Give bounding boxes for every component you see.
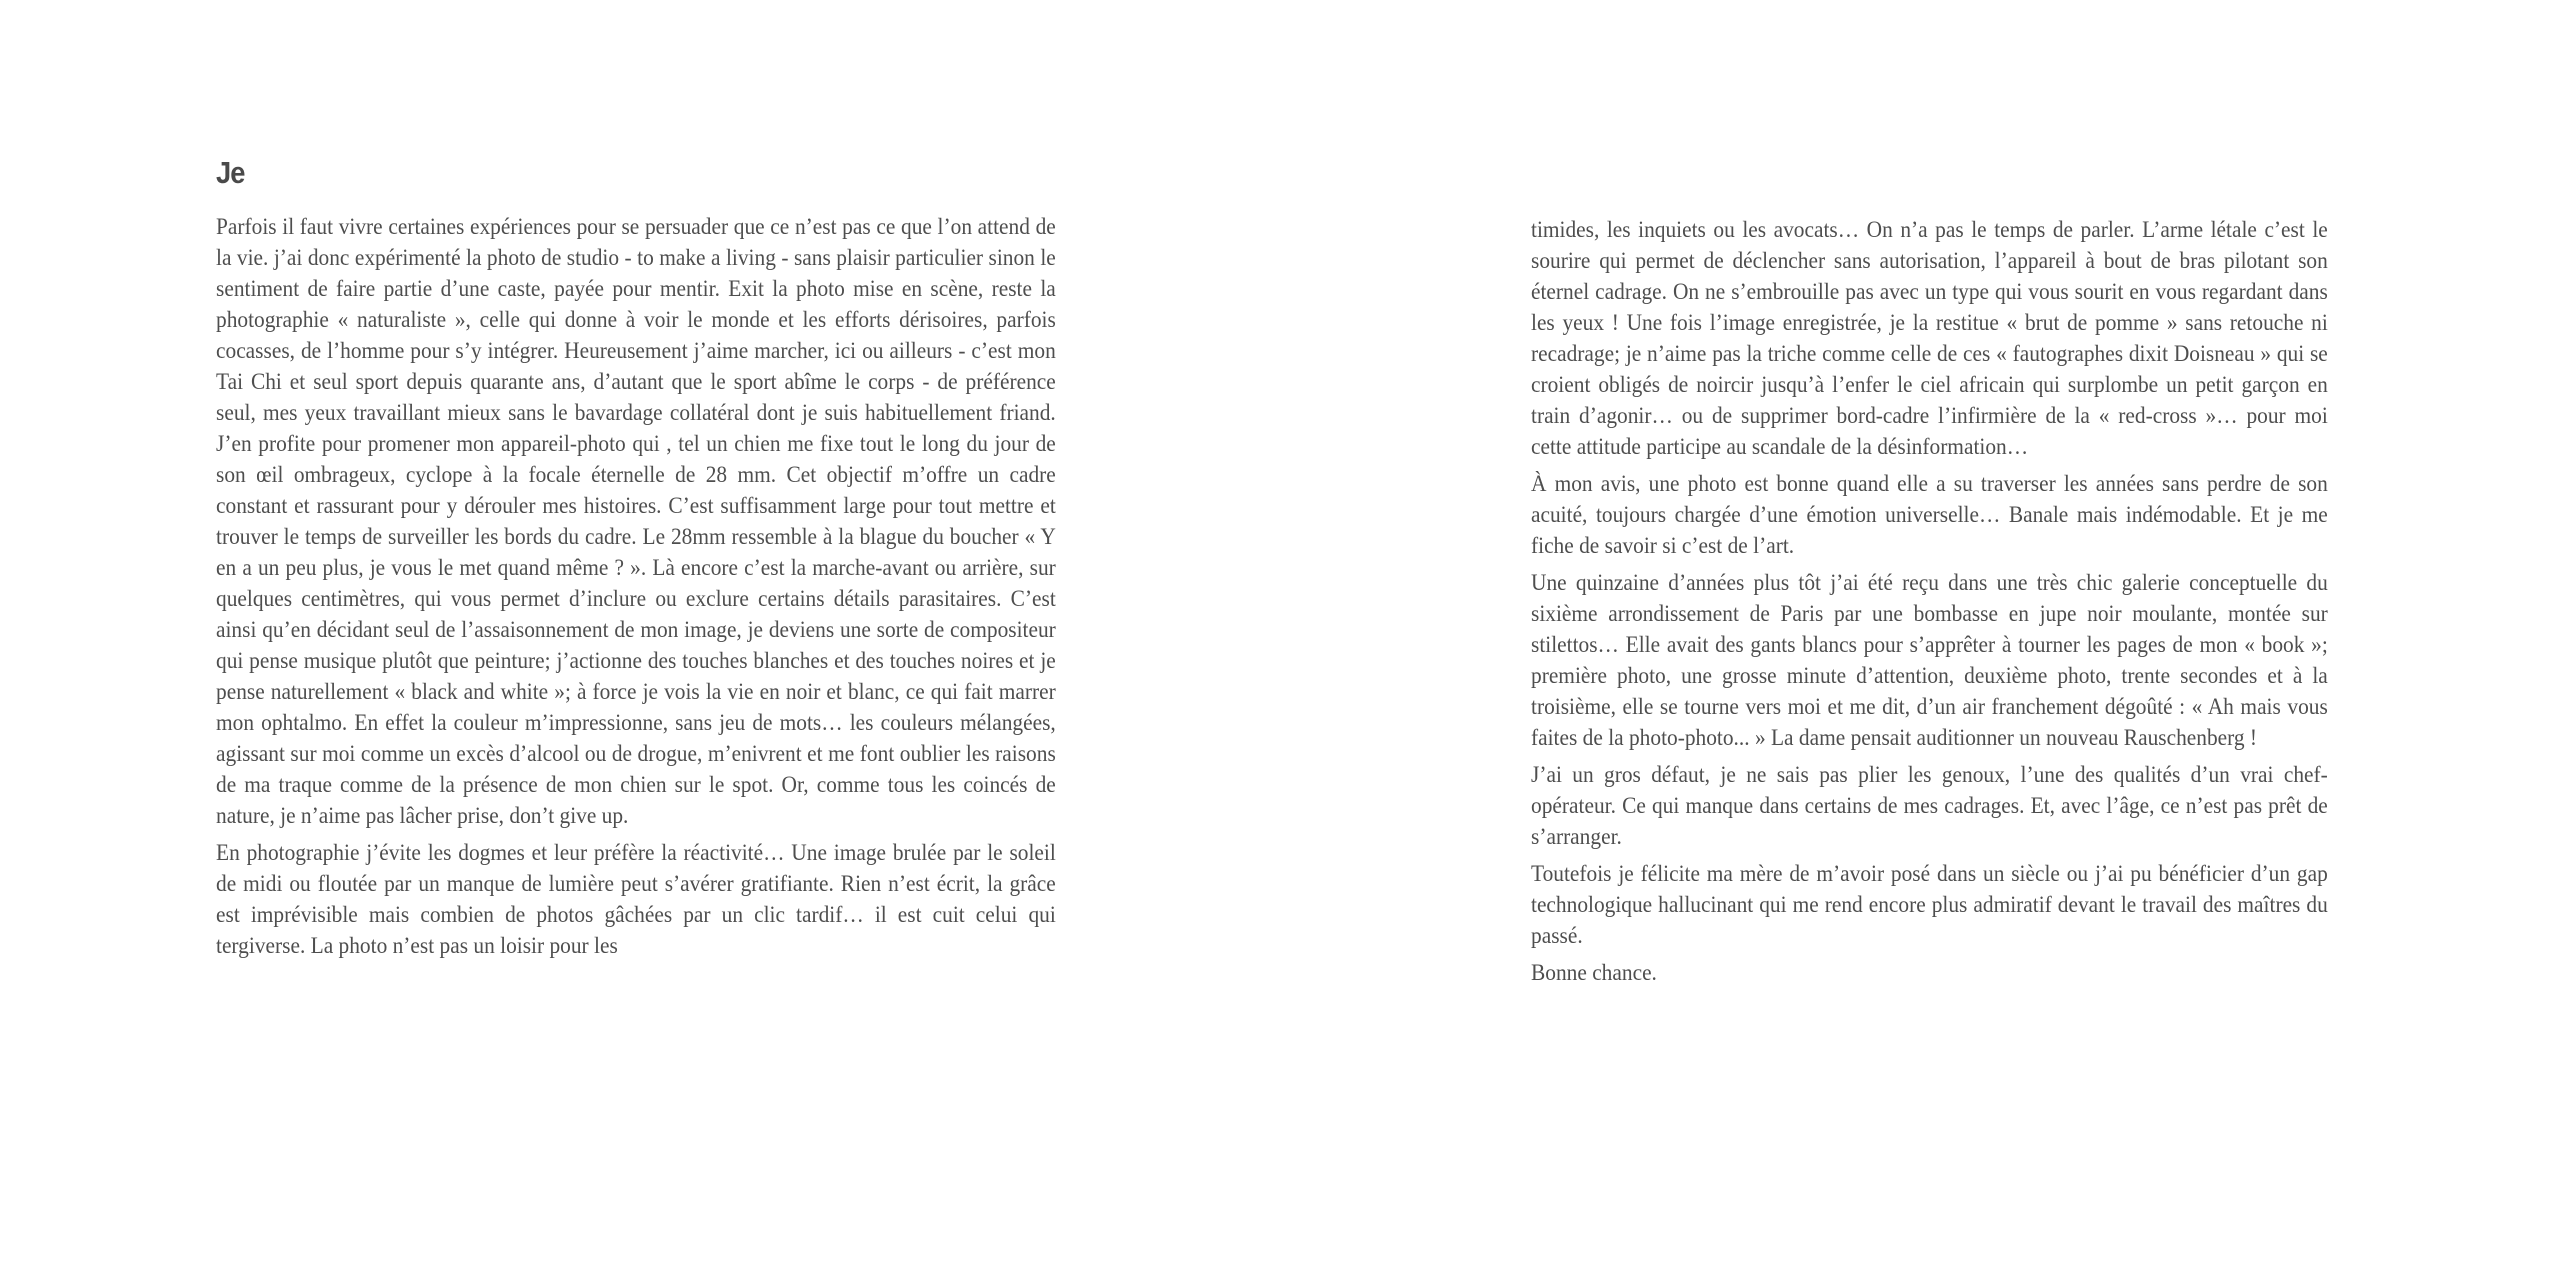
left-page <box>216 155 1056 967</box>
paragraph: Parfois il faut vivre certaines expériences pour se persuader que ce n’est pas ce que l’on attend de la vie. j’ai donc expérimenté la photo de studio - to make a living - sans plaisir particulier sinon le sentiment de faire partie d’une caste, payée pour mentir. Exit la photo mise en scène, reste la photographie « naturaliste », celle qui donne à voir le monde et les efforts dérisoires, parfois cocasses, de l’homme pour s’y intégrer. Heureusement j’aime marcher, ici ou ailleurs - c’est mon Tai Chi et seul sport depuis quarante ans, d’autant que le sport abîme le corps - de préférence seul, mes yeux travaillant mieux sans le bavardage collatéral dont je suis habituellement friand. J’en profite pour promener mon appareil-photo qui , tel un chien me fixe tout le long du jour de son œil ombrageux, cyclope à la focale éternelle de 28 mm. Cet objectif m’offre un cadre constant et rassurant pour y dérouler mes histoires. C’est suffisamment large pour tout mettre et trouver le temps de surveiller les bords du cadre. Le 28mm ressemble à la blague du boucher « Y en a un peu plus, je vous le met quand même ? ». Là encore c’est la marche-avant ou arrière, sur quelques centimètres, qui vous permet d’inclure ou exclure certains détails parasitaires. C’est ainsi qu’en décidant seul de l’assaisonnement de mon image, je deviens une sorte de compositeur qui pense musique plutôt que peinture; j’actionne des touches blanches et des touches noires et je pense naturellement « black and white »; à force je vois la vie en noir et blanc, ce qui fait marrer mon ophtalmo. En effet la couleur m’impressionne, sans jeu de mots… les couleurs mélangées, agissant sur moi comme un excès d’alcool ou de drogue, m’enivrent et me font oublier les raisons de ma traque comme de la présence de mon chien sur le spot. Or, comme tous les coincés de nature, je n’aime pas lâcher prise, don’t give up. <box>216 213 1056 828</box>
paragraph: Toutefois je félicite ma mère de m’avoir posé dans un siècle ou j’ai pu bénéficier d’un gap technologique hallucinant qui me rend encore plus admiratif devant le travail des maîtres du passé. <box>1531 861 2328 948</box>
paragraph: Une quinzaine d’années plus tôt j’ai été reçu dans une très chic galerie conceptuelle du sixième arrondissement de Paris par une bombasse en jupe noir moulante, montée sur stilettos… Elle avait des gants blancs pour s’apprêter à tourner les pages de mon « book »; première photo, une grosse minute d’attention, deuxième photo, trente secondes et à la troisième, elle se tourne vers moi et me dit, d’un air franchement dégoûté : « Ah mais vous faites de la photo-photo... » La dame pensait auditionner un nouveau Rauschenberg ! <box>1531 570 2328 750</box>
paragraph: J’ai un gros défaut, je ne sais pas plier les genoux, l’une des qualités d’un vrai chef-opérateur. Ce qui manque dans certains de mes cadrages. Et, avec l’âge, ce n’est pas prêt de s’arranger. <box>1531 762 2328 849</box>
paragraph: À mon avis, une photo est bonne quand elle a su traverser les années sans perdre de son acuité, toujours chargée d’une émotion universelle… Banale mais indémodable. Et je me fiche de savoir si c’est de l’art. <box>1531 471 2328 558</box>
paragraph: En photographie j’évite les dogmes et leur préfère la réactivité… Une image brulée par le soleil de midi ou floutée par un manque de lumière peut s’avérer gratifiante. Rien n’est écrit, la grâce est imprévisible mais combien de photos gâchées par un clic tardif… il est cuit celui qui tergiverse. La photo n’est pas un loisir pour les <box>216 839 1056 958</box>
right-page <box>1531 214 2328 994</box>
paragraph: timides, les inquiets ou les avocats… On n’a pas le temps de parler. L’arme létale c’est le sourire qui permet de déclencher sans autorisation, l’appareil à bout de bras pilotant son éternel cadrage. On ne s’embrouille pas avec un type qui vous sourit en vous regardant dans les yeux ! Une fois l’image enregistrée, je la restitue « brut de pomme » sans retouche ni recadrage; je n’aime pas la triche comme celle de ces « fautographes dixit Doisneau » qui se croient obligés de noircir jusqu’à l’enfer le ciel africain qui surplombe un petit garçon en train d’agonir… ou de supprimer bord-cadre l’infirmière de la « red-cross »… pour moi cette attitude participe au scandale de la désinformation… <box>1531 217 2328 459</box>
page-title: Je <box>216 155 245 190</box>
closing-line: Bonne chance. <box>1531 960 1657 985</box>
